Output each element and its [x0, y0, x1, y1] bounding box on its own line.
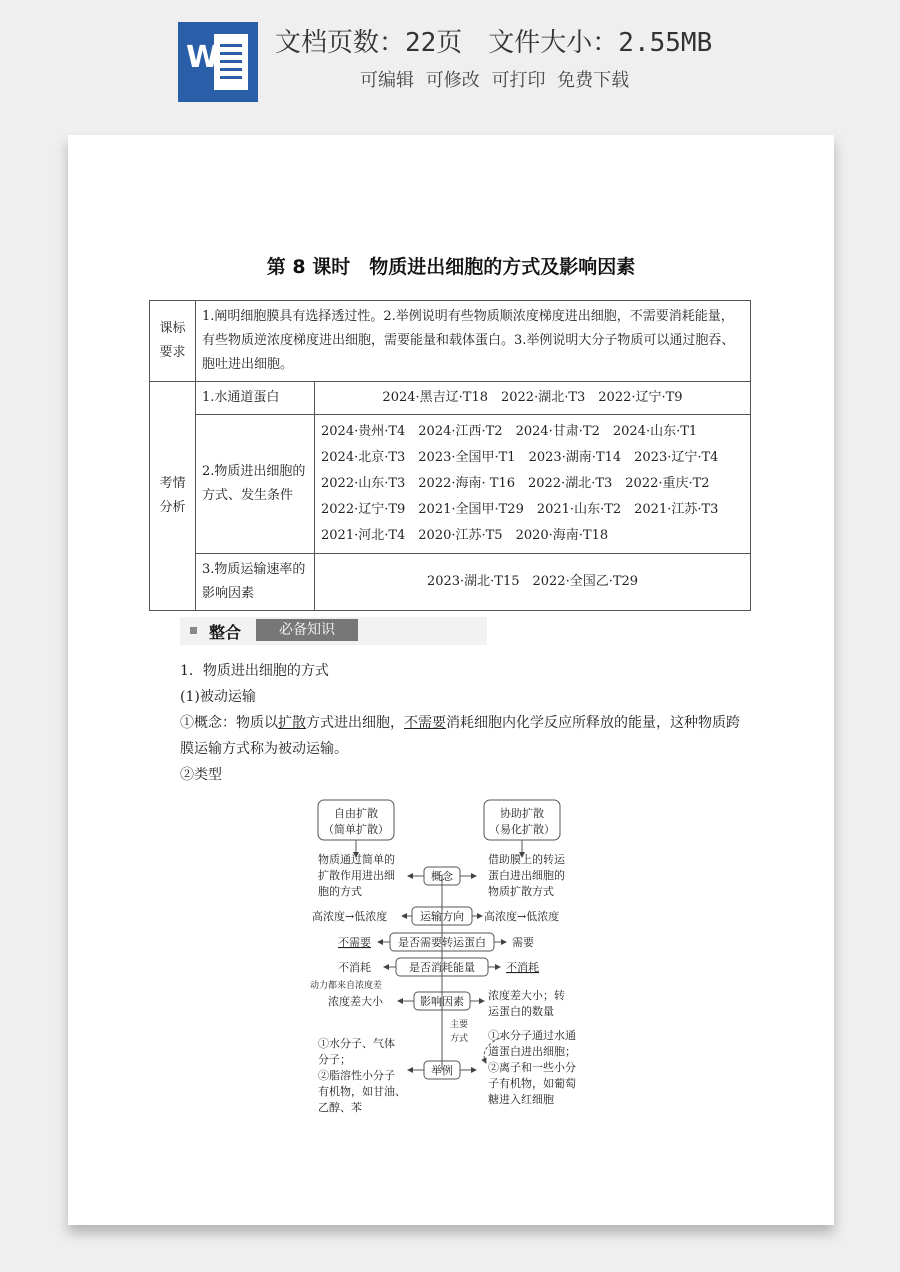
- right-example-4: 子有机物，如葡萄: [488, 1077, 576, 1090]
- left-concept-2: 扩散作用进出细: [318, 869, 395, 882]
- left-example-1: ①水分子、气体: [318, 1037, 395, 1050]
- word-document-icon: W: [178, 22, 258, 102]
- right-example-5: 糖进入红细胞: [488, 1093, 554, 1106]
- req-text: 1.阐明细胞膜具有选择透过性。2.举例说明有些物质顺浓度梯度进出细胞，不需要消耗能量，有些物质逆浓度梯度进出细胞，需要能量和载体蛋白。3.举例说明大分子物质可以通过胞吞、胞吐进出细胞。: [196, 301, 751, 382]
- left-head-1: 自由扩散: [334, 807, 378, 820]
- curriculum-table: [149, 300, 751, 611]
- refs-line: 2022·山东·T3 2022·海南· T16 2022·湖北·T3 2022·重庆·T2: [321, 476, 710, 491]
- right-concept-3: 物质扩散方式: [488, 885, 554, 898]
- refs-line: 2024·北京·T3 2023·全国甲·T1 2023·湖南·T14 2023·辽宁·T4: [321, 450, 719, 465]
- right-example-2: 道蛋白进出细胞；: [488, 1045, 576, 1058]
- refs-cell: 2024·黑吉辽·T18 2022·湖北·T3 2022·辽宁·T9: [315, 382, 751, 415]
- refs-cell: 2023·湖北·T15 2022·全国乙·T29: [315, 554, 751, 611]
- concept-node: 概念: [431, 870, 453, 883]
- left-example-4: 有机物，如甘油、: [318, 1085, 406, 1098]
- types-label: ②类型: [180, 767, 222, 783]
- right-factor-2: 运蛋白的数量: [488, 1005, 554, 1018]
- section-banner: [180, 617, 487, 645]
- power-note: 动力都来自浓度差: [310, 981, 383, 991]
- refs-line: 2024·贵州·T4 2024·江西·T2 2024·甘肃·T2 2024·山东·T1: [321, 424, 698, 439]
- factor-node: 影响因素: [420, 995, 464, 1008]
- transport-diagram: [308, 795, 608, 1125]
- download-header: [0, 0, 900, 130]
- right-factor-1: 浓度差大小；转: [488, 989, 565, 1002]
- page-title: 第 8 课时 物质进出细胞的方式及影响因素: [266, 256, 636, 278]
- refs-line: 2021·河北·T4 2020·江苏·T5 2020·海南·T18: [321, 528, 609, 543]
- right-head-1: 协助扩散: [500, 807, 544, 820]
- banner-tag: 必备知识: [256, 619, 358, 641]
- right-head-2: （易化扩散）: [489, 823, 555, 836]
- right-direction: 高浓度→低浓度: [484, 910, 560, 923]
- right-example-1: ①水分子通过水通: [488, 1029, 576, 1042]
- req-label: 课标要求: [150, 301, 196, 382]
- left-head-2: （简单扩散）: [323, 823, 389, 836]
- document-features: 可编辑 可修改 可打印 免费下载: [360, 70, 630, 91]
- energy-node: 是否消耗能量: [409, 961, 475, 974]
- right-concept-1: 借助膜上的转运: [488, 853, 565, 866]
- left-example-5: 乙醇、苯: [318, 1101, 362, 1114]
- bullet-square-icon: [190, 627, 197, 634]
- document-page: [68, 135, 834, 1225]
- document-stats: 文档页数：22页 文件大小：2.55MB: [275, 28, 713, 58]
- carrier-node: 是否需要转运蛋白: [398, 936, 486, 949]
- direction-node: 运输方向: [420, 910, 464, 923]
- right-example-3: ②离子和一些小分: [488, 1061, 576, 1074]
- right-energy: 不消耗: [506, 961, 539, 974]
- right-concept-2: 蛋白进出细胞的: [488, 869, 565, 882]
- topic-cell: 2.物质进出细胞的方式、发生条件: [196, 415, 315, 554]
- left-concept-1: 物质通过简单的: [318, 853, 395, 866]
- left-example-3: ②脂溶性小分子: [318, 1069, 395, 1082]
- topic-cell: 3.物质运输速率的影响因素: [196, 554, 315, 611]
- example-node: 举例: [431, 1064, 453, 1077]
- section-title: 1．物质进出细胞的方式: [180, 663, 329, 679]
- left-direction: 高浓度→低浓度: [312, 910, 388, 923]
- refs-cell: [315, 415, 751, 554]
- banner-label: 整合: [209, 623, 242, 642]
- left-energy: 不消耗: [338, 961, 371, 974]
- main-way-2: 方式: [450, 1034, 469, 1044]
- body-text: [180, 658, 740, 788]
- refs-line: 2022·辽宁·T9 2021·全国甲·T29 2021·山东·T2 2021·江苏·T3: [321, 502, 719, 517]
- left-carrier: 不需要: [338, 936, 371, 949]
- concept-paragraph: ①概念：物质以扩散方式进出细胞，不需要消耗细胞内化学反应所释放的能量，这种物质跨膜运输方式称为被动运输。: [180, 715, 740, 757]
- subsection-title: (1)被动运输: [180, 689, 256, 705]
- right-carrier: 需要: [512, 936, 534, 949]
- topic-cell: 1.水通道蛋白: [196, 382, 315, 415]
- left-factor: 浓度差大小: [328, 995, 383, 1008]
- analysis-label: 考情分析: [150, 382, 196, 611]
- left-concept-3: 胞的方式: [318, 885, 362, 898]
- main-way-1: 主要: [450, 1020, 469, 1030]
- left-example-2: 分子；: [318, 1053, 351, 1066]
